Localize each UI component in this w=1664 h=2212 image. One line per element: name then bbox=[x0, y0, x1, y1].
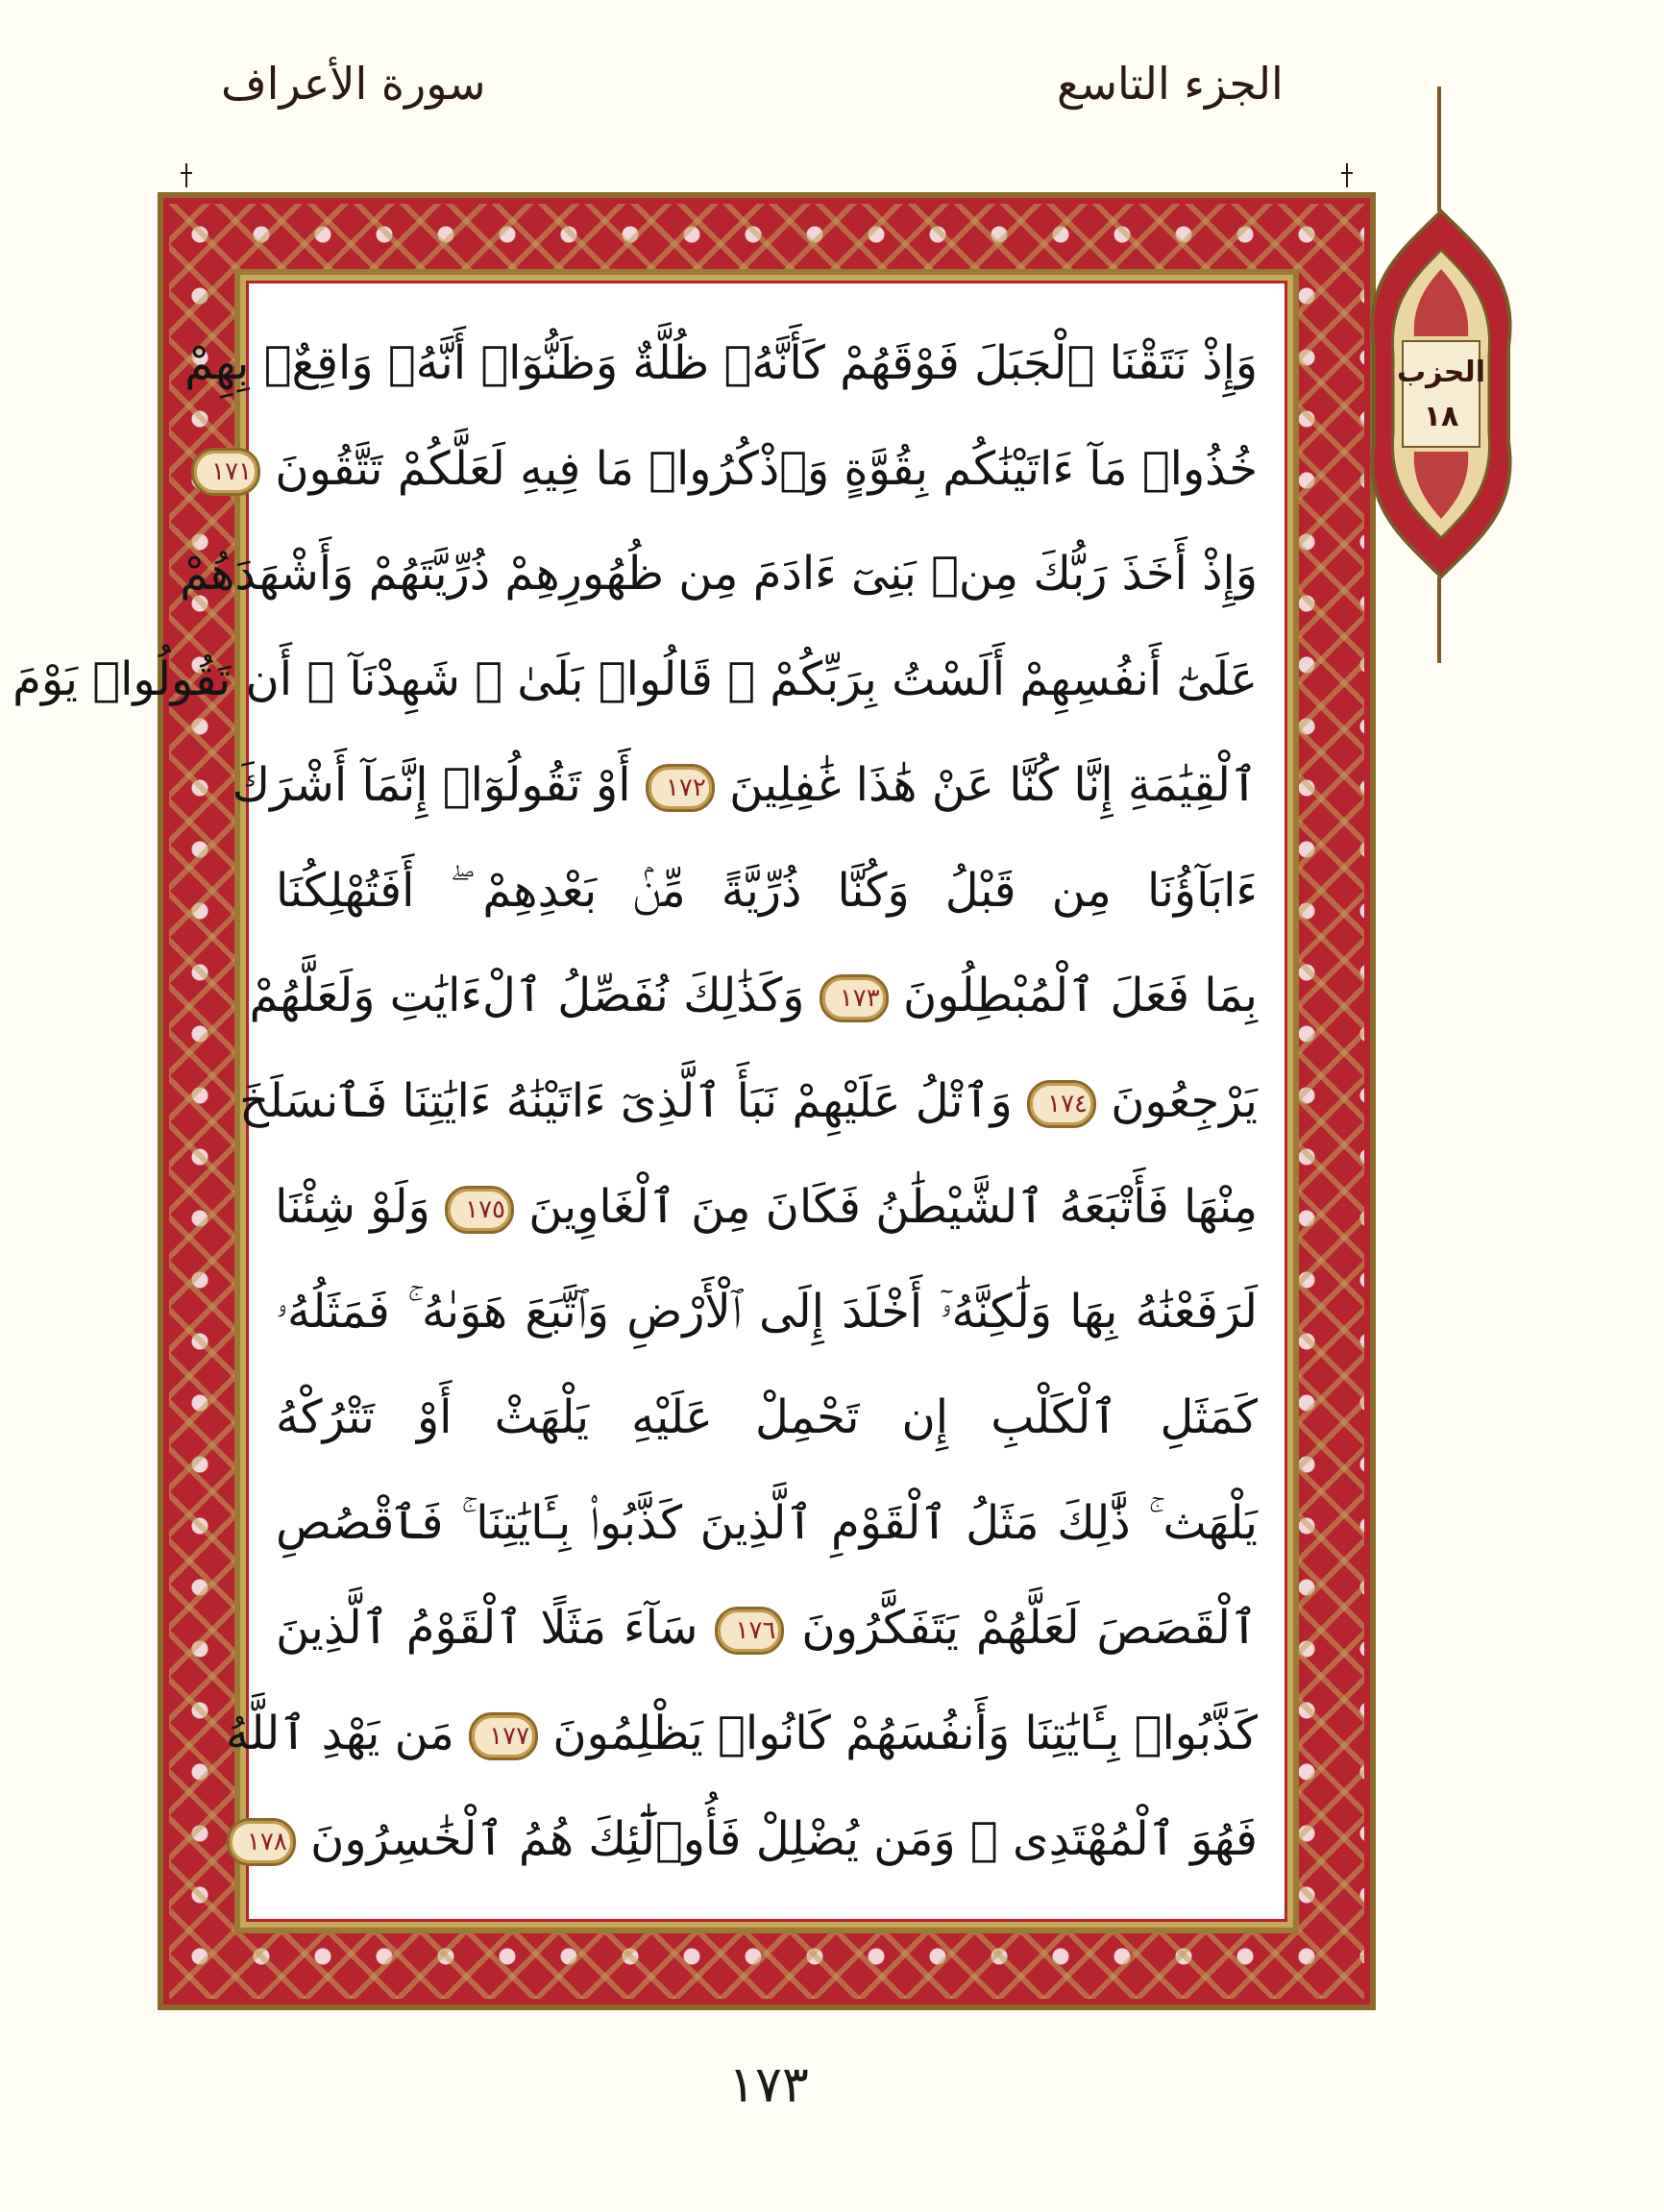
verse-text: لَرَفَعْنَٰهُ بِهَا وَلَٰكِنَّهُۥٓ أَخْلَدَ إِلَى ٱلْأَرْضِ وَٱتَّبَعَ هَوَىٰهُ ۚ فَمَثَلُهُۥ bbox=[276, 1285, 1258, 1339]
text-line bbox=[268, 1478, 1265, 1568]
verse-text: كَمَثَلِ ٱلْكَلْبِ إِن تَحْمِلْ عَلَيْهِ يَلْهَثْ أَوْ تَتْرُكْهُ bbox=[276, 1390, 1258, 1445]
hizb-number: ١٨ bbox=[1423, 400, 1459, 433]
verse-text: ءَابَآؤُنَا مِن قَبْلُ وَكُنَّا ذُرِّيَّةً مِّنۢ بَعْدِهِمْ ۖ أَفَتُهْلِكُنَا bbox=[276, 863, 1258, 918]
verse-text: وَكَذَٰلِكَ نُفَصِّلُ ٱلْءَايَٰتِ وَلَعَلَّهُمْ bbox=[249, 969, 805, 1023]
text-line bbox=[239, 1056, 1265, 1146]
text-line bbox=[268, 1162, 1265, 1252]
verse-text: مِنْهَا فَأَتْبَعَهُ ٱلشَّيْطَٰنُ فَكَانَ مِنَ ٱلْغَاوِينَ bbox=[528, 1179, 1258, 1234]
verse-text: أَوْ تَقُولُوٓا۟ إِنَّمَآ أَشْرَكَ bbox=[232, 757, 631, 812]
verse-text: ٱلْقِيَٰمَةِ إِنَّا كُنَّا عَنْ هَٰذَا غَٰفِلِينَ bbox=[729, 757, 1258, 812]
text-line bbox=[268, 846, 1265, 936]
text-panel bbox=[12, 281, 1287, 1922]
text-line bbox=[211, 424, 1265, 514]
verse-text: خُذُوا۟ مَآ ءَاتَيْنَٰكُم بِقُوَّةٍ وَٱذْكُرُوا۟ مَا فِيهِ لَعَلَّكُمْ تَتَّقُونَ bbox=[275, 441, 1258, 496]
verse-text: كَذَّبُوا۟ بِـَٔايَٰتِنَا وَأَنفُسَهُمْ كَانُوا۟ يَظْلِمُونَ bbox=[552, 1707, 1258, 1761]
medallion-stem-bottom bbox=[1437, 577, 1441, 663]
page-frame bbox=[12, 192, 1376, 2010]
top-ornament-row bbox=[158, 144, 1376, 192]
verse-text: وَإِذْ نَتَقْنَا ٱلْجَبَلَ فَوْقَهُمْ كَأَنَّهُۥ ظُلَّةٌ وَظَنُّوٓا۟ أَنَّهُۥ وَاقِعٌۢ بِهِمْ bbox=[184, 336, 1258, 390]
verse-text: وَإِذْ أَخَذَ رَبُّكَ مِنۢ بَنِىٓ ءَادَمَ مِن ظُهُورِهِمْ ذُرِّيَّتَهُمْ وَأَشْهَدَهُمْ bbox=[180, 547, 1258, 602]
ayah-number-marker: ١٧٨ bbox=[227, 1818, 296, 1866]
verse-text: وَٱتْلُ عَلَيْهِمْ نَبَأَ ٱلَّذِىٓ ءَاتَيْنَٰهُ ءَايَٰتِنَا فَٱنسَلَخَ bbox=[239, 1073, 1013, 1128]
ayah-number-marker: ١٧٥ bbox=[445, 1186, 514, 1234]
hizb-medallion-icon bbox=[1364, 211, 1518, 577]
ayah-number-marker: ١٧٤ bbox=[1027, 1080, 1096, 1128]
juz-title: الجزء التاسع bbox=[1057, 58, 1284, 110]
text-line bbox=[249, 950, 1265, 1041]
text-line bbox=[268, 1266, 1265, 1357]
text-line bbox=[184, 318, 1265, 408]
text-line bbox=[180, 528, 1265, 619]
quran-text bbox=[12, 318, 1265, 1884]
verse-text: بِمَا فَعَلَ ٱلْمُبْطِلُونَ bbox=[903, 969, 1258, 1023]
ayah-number-marker: ١٧٣ bbox=[820, 974, 889, 1022]
verse-text: وَلَوْ شِئْنَا bbox=[275, 1179, 430, 1234]
medallion-stem-top bbox=[1437, 86, 1441, 211]
text-line bbox=[268, 1583, 1265, 1673]
verse-text: فَهُوَ ٱلْمُهْتَدِى ۖ وَمَن يُضْلِلْ فَأُو۟لَٰٓئِكَ هُمُ ٱلْخَٰسِرُونَ bbox=[310, 1811, 1258, 1866]
verse-text: ٱلْقَصَصَ لَعَلَّهُمْ يَتَفَكَّرُونَ bbox=[801, 1601, 1259, 1656]
page-number: ١٧٣ bbox=[728, 2056, 809, 2114]
text-line bbox=[226, 1688, 1265, 1779]
verse-text: يَرْجِعُونَ bbox=[1111, 1073, 1258, 1128]
ayah-number-marker: ١٧١ bbox=[191, 448, 260, 496]
ayah-number-marker: ١٧٢ bbox=[646, 764, 715, 812]
ayah-number-marker: ١٧٧ bbox=[469, 1712, 538, 1760]
text-line bbox=[12, 634, 1265, 725]
ayah-number-marker: ١٧٦ bbox=[715, 1607, 784, 1655]
text-line bbox=[246, 1794, 1265, 1884]
surah-title: سورة الأعراف bbox=[221, 58, 486, 110]
hizb-label: الحزب bbox=[1397, 356, 1485, 389]
verse-text: عَلَىٰٓ أَنفُسِهِمْ أَلَسْتُ بِرَبِّكُمْ ۖ قَالُوا۟ بَلَىٰ ۛ شَهِدْنَآ ۛ أَن تَقُولُوا۟ يَوْمَ bbox=[12, 652, 1258, 707]
verse-text: يَلْهَث ۚ ذَّٰلِكَ مَثَلُ ٱلْقَوْمِ ٱلَّذِينَ كَذَّبُوا۟ بِـَٔايَٰتِنَا ۚ فَٱقْصُصِ bbox=[276, 1495, 1258, 1550]
text-line bbox=[268, 1372, 1265, 1462]
text-line bbox=[232, 740, 1265, 830]
hizb-medallion bbox=[1364, 211, 1518, 577]
verse-text: مَن يَهْدِ ٱللَّهُ bbox=[226, 1707, 454, 1761]
frame-inner-border bbox=[12, 269, 1299, 1933]
verse-text: سَآءَ مَثَلًا ٱلْقَوْمُ ٱلَّذِينَ bbox=[276, 1601, 698, 1656]
